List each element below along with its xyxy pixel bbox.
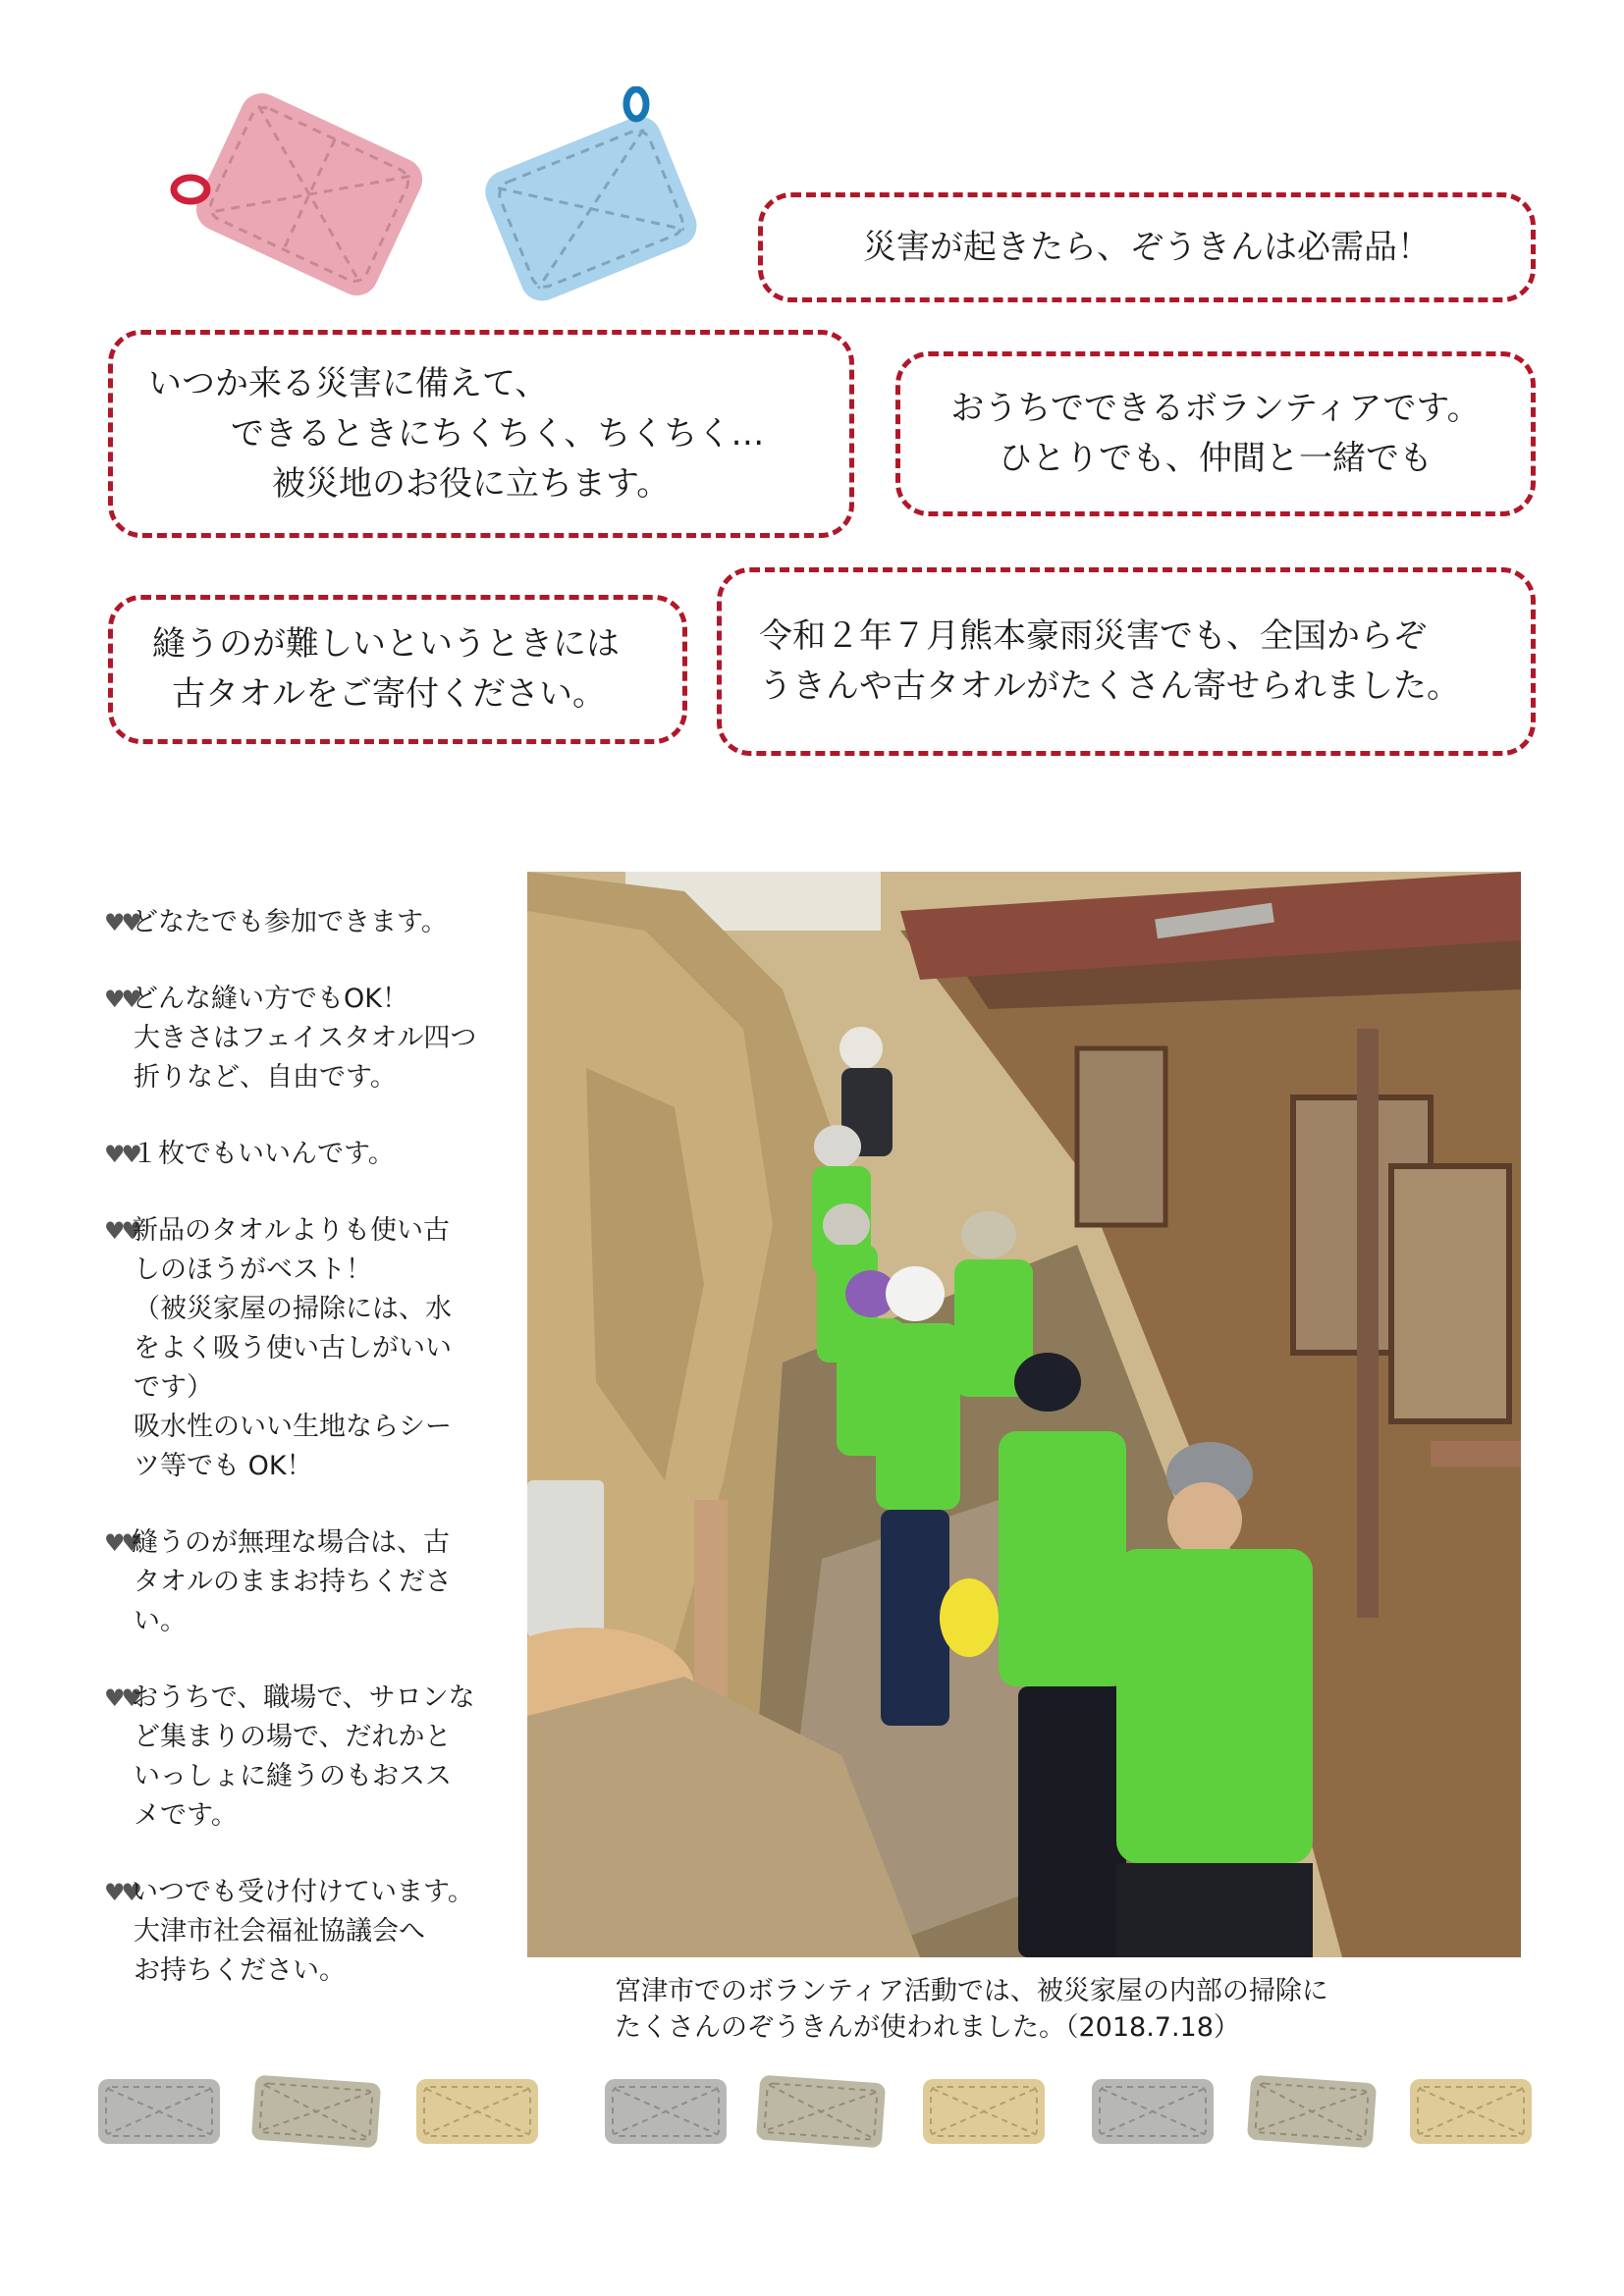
kumamoto-box [717, 567, 1536, 756]
volunteer-box [895, 351, 1536, 516]
headline-box [758, 192, 1536, 302]
heart-bullet-icon: ♥♥ [104, 1684, 139, 1712]
zoukin-footer-icon [752, 2069, 890, 2154]
towel-donation-box [108, 595, 687, 744]
zoukin-footer-icon [1088, 2075, 1218, 2148]
zoukin-footer-icon [412, 2075, 542, 2148]
heart-bullet-icon: ♥♥ [104, 1217, 139, 1245]
zoukin-footer-icon [247, 2069, 385, 2154]
heart-bullet-icon: ♥♥ [104, 1879, 139, 1906]
prepare-line-3: 被災地のお役に立ちます。 [272, 463, 671, 504]
prepare-box [108, 330, 854, 538]
zoukin-footer-icon [1406, 2075, 1536, 2148]
zoukin-footer-icon [919, 2075, 1049, 2148]
towel-line-1: 縫うのが難しいというときには [152, 624, 620, 664]
kumamoto-line-2: うきんや古タオルがたくさん寄せられました。 [759, 667, 1460, 706]
footer-zoukin-row [0, 2069, 1624, 2158]
zoukin-footer-icon [601, 2075, 731, 2148]
photo-caption [615, 1973, 1328, 2046]
prepare-line-1: いつか来る災害に備えて、 [148, 363, 549, 403]
volunteer-photo [527, 872, 1521, 1957]
heart-bullet-icon: ♥♥ [104, 986, 139, 1013]
list-item: ♥♥１枚でもいいんです。 [104, 1135, 497, 1174]
list-item: ♥♥縫うのが無理な場合は、古 タオルのままお持ちくださ い。 [104, 1523, 497, 1641]
list-item: ♥♥新品のタオルよりも使い古 しのほうがベスト！ （被災家屋の掃除には、水 をよく吸う使い古しがいい です） 吸水性のいい生地ならシー ツ等でも OK！ [104, 1211, 497, 1486]
volunteer-line-1: おうちでできるボランティアです。 [950, 389, 1481, 428]
zoukin-blue-icon [461, 86, 717, 302]
heart-bullet-icon: ♥♥ [104, 1529, 139, 1557]
headline-text: 災害が起きたら、ぞうきんは必需品！ [863, 227, 1431, 267]
caption-line-1: 宮津市でのボランティア活動では、被災家屋の内部の掃除に [615, 1976, 1328, 2006]
heart-bullet-icon: ♥♥ [104, 1141, 139, 1168]
kumamoto-line-1: 令和２年７月熊本豪雨災害でも、全国からぞ [759, 616, 1427, 656]
guideline-list [104, 903, 497, 2028]
list-item: ♥♥どんな縫い方でもOK！ 大きさはフェイスタオル四つ 折りなど、自由です。 [104, 980, 497, 1097]
list-item: ♥♥おうちで、職場で、サロンな ど集まりの場で、だれかと いっしょに縫うのもおスス メです。 [104, 1679, 497, 1836]
caption-line-2: たくさんのぞうきんが使われました。（2018.7.18） [615, 2012, 1240, 2043]
list-item: ♥♥どなたでも参加できます。 [104, 903, 497, 942]
list-item: ♥♥いつでも受け付けています。 大津市社会福祉協議会へ お持ちください。 [104, 1873, 497, 1991]
heart-bullet-icon: ♥♥ [104, 909, 139, 936]
towel-line-2: 古タオルをご寄付ください。 [172, 674, 606, 714]
volunteer-line-2: ひとりでも、仲間と一緒でも [999, 439, 1433, 478]
prepare-line-2: できるときにちくちく、ちくちく… [231, 413, 765, 454]
zoukin-pink-icon [157, 86, 461, 302]
zoukin-footer-icon [1243, 2069, 1380, 2154]
zoukin-footer-icon [94, 2075, 224, 2148]
